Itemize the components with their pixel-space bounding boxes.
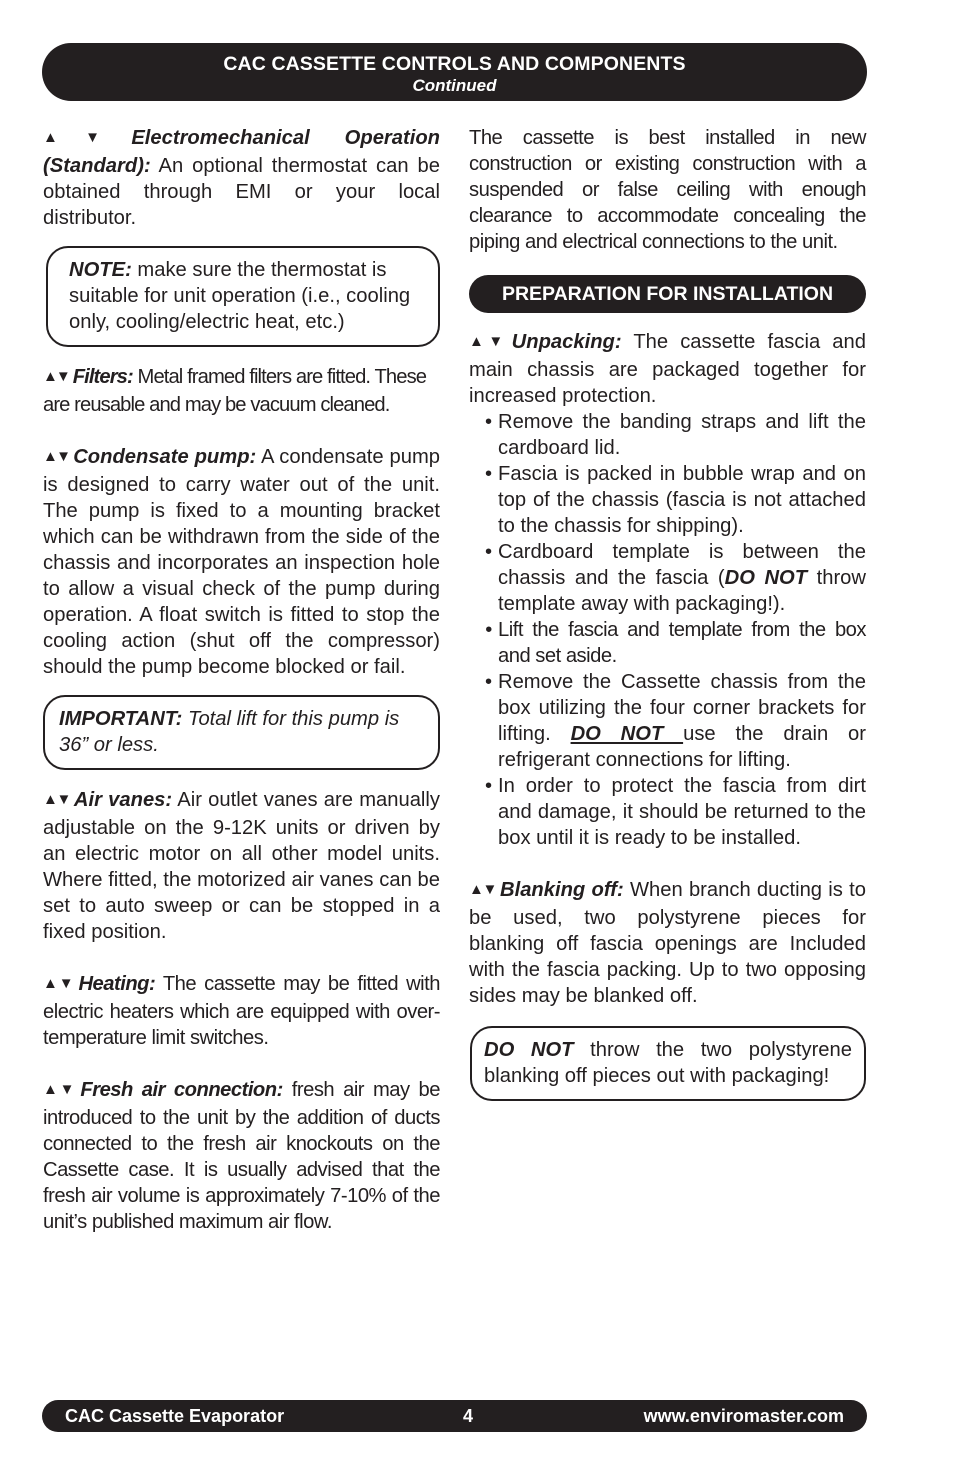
page-title: CAC CASSETTE CONTROLS AND COMPONENTS [223, 53, 686, 75]
unpacking-text: The cassette fascia and main chassis are packaged together for increased protection. [469, 331, 866, 407]
do-not-emphasis: DO NOT [570, 723, 684, 745]
unpacking-paragraph [469, 329, 866, 409]
do-not-text: throw the two polystyrene blanking off pieces out with packaging! [484, 1039, 852, 1087]
page-subtitle: Continued [412, 76, 497, 95]
note-lead: NOTE: [69, 259, 132, 281]
heating-paragraph [43, 971, 440, 1051]
filters-paragraph [43, 364, 440, 418]
air-vanes-paragraph [43, 787, 440, 945]
important-lead: IMPORTANT: [59, 708, 183, 730]
blanking-text: When branch ducting is to be used, two polystyrene pieces for blanking off fascia openings are Included with the fascia packing. Up to two opposing sides may be blanked off. [469, 879, 866, 1007]
list-item-text: throw template away with packaging!). [498, 567, 866, 615]
triangle-marker-icon: ▲▼ [469, 333, 508, 350]
list-item [469, 461, 866, 539]
list-item-text: Remove the Cassette chassis from the box utilizing the four corner brackets for lifting. [498, 671, 866, 745]
bullet-icon: • [485, 619, 492, 641]
list-item-text: Cardboard template is between the chassis and the fascia ( [498, 541, 866, 589]
electromechanical-text: An optional thermostat can be obtained through EMI or your local distributor. [43, 155, 440, 229]
triangle-marker-icon: ▲▼ [43, 448, 70, 465]
heating-lead: Heating: [78, 973, 156, 995]
triangle-marker-icon: ▲▼ [43, 975, 75, 992]
do-not-emphasis: DO NOT [724, 567, 808, 589]
unpacking-list [469, 409, 866, 851]
triangle-marker-icon: ▲▼ [469, 881, 497, 898]
list-item [469, 773, 866, 851]
condensate-lead: Condensate pump: [73, 446, 257, 468]
note-box [46, 246, 440, 347]
filters-lead: Filters: [72, 366, 133, 388]
important-box [43, 695, 440, 770]
section-heading: PREPARATION FOR INSTALLATION [469, 275, 866, 313]
triangle-marker-icon: ▲▼ [43, 1081, 77, 1098]
triangle-marker-icon: ▲▼ [43, 368, 69, 385]
list-item [469, 409, 866, 461]
fresh-air-text: fresh air may be introduced to the unit by the addition of ducts connected to the fresh air knockouts on the Cassette case. It is usually advised that the fresh air volume is approximately 7-10% of the unit’s published maximum air flow. [43, 1079, 441, 1233]
list-item [469, 669, 866, 773]
electromechanical-paragraph [43, 125, 440, 231]
unpacking-lead: Unpacking: [511, 331, 622, 353]
note-text: make sure the thermostat is suitable for unit operation (i.e., cooling only, cooling/electric heat, etc.) [69, 259, 411, 333]
fresh-air-paragraph [43, 1077, 440, 1235]
list-item-text: use the drain or refrigerant connections for lifting. [498, 723, 866, 771]
footer-website: www.enviromaster.com [643, 1406, 844, 1426]
heating-text: The cassette may be fitted with electric heaters which are equipped with over-temperature limit switches. [43, 973, 440, 1049]
footer-product: CAC Cassette Evaporator [65, 1406, 285, 1426]
header-banner [42, 43, 867, 101]
left-column [43, 125, 440, 1235]
condensate-text: A condensate pump is designed to carry water out of the unit. The pump is fixed to a mounting bracket which can be withdrawn from the side of the chassis and incorporates an inspection hole to allow a visual check of the pump during operation. A float switch is fitted to stop the cooling action (shut off the compressor) should the pump become blocked or fail. [43, 446, 440, 678]
list-item-text: In order to protect the fascia from dirt and damage, it should be returned to the box until it is ready to be installed. [498, 775, 866, 849]
list-item-text: Fascia is packed in bubble wrap and on top of the chassis (fascia is not attached to the chassis for shipping). [498, 463, 866, 537]
list-item [469, 617, 866, 669]
air-vanes-text: Air outlet vanes are manually adjustable on the 9-12K units or driven by an electric motor on all other model units. Where fitted, the motorized air vanes can be set to auto sweep or can be stopped in a fixed position. [43, 789, 440, 943]
list-item-text: Remove the banding straps and lift the cardboard lid. [498, 411, 866, 459]
page-number: 4 [463, 1406, 474, 1426]
blanking-lead: Blanking off: [500, 879, 624, 901]
bullet-icon: • [484, 541, 493, 563]
list-item-text: Lift the fascia and template from the box and set aside. [498, 619, 866, 667]
triangle-marker-icon: ▲▼ [43, 791, 70, 808]
bullet-icon: • [484, 671, 493, 693]
filters-text: Metal framed filters are fitted. These are reusable and may be vacuum cleaned. [43, 366, 427, 416]
bullet-icon: • [484, 411, 493, 433]
air-vanes-lead: Air vanes: [73, 789, 173, 811]
bullet-icon: • [484, 775, 493, 797]
do-not-box [470, 1026, 866, 1101]
do-not-lead: DO NOT [484, 1039, 574, 1061]
condensate-paragraph [43, 444, 440, 680]
important-text: Total lift for this pump is 36” or less. [59, 708, 400, 756]
bullet-icon: • [484, 463, 493, 485]
blanking-paragraph [469, 877, 866, 1009]
footer-bar [42, 1400, 867, 1432]
fresh-air-lead: Fresh air connection: [80, 1079, 283, 1101]
right-column [469, 125, 866, 1101]
intro-paragraph: The cassette is best installed in new construction or existing construction with a suspended or false ceiling with enough clearance to accommodate concealing the piping and electrical connections to the unit. [469, 127, 866, 253]
electromechanical-lead: Electromechanical Operation (Standard): [43, 127, 440, 177]
triangle-marker-icon: ▲▼ [43, 129, 128, 146]
list-item [469, 539, 866, 617]
